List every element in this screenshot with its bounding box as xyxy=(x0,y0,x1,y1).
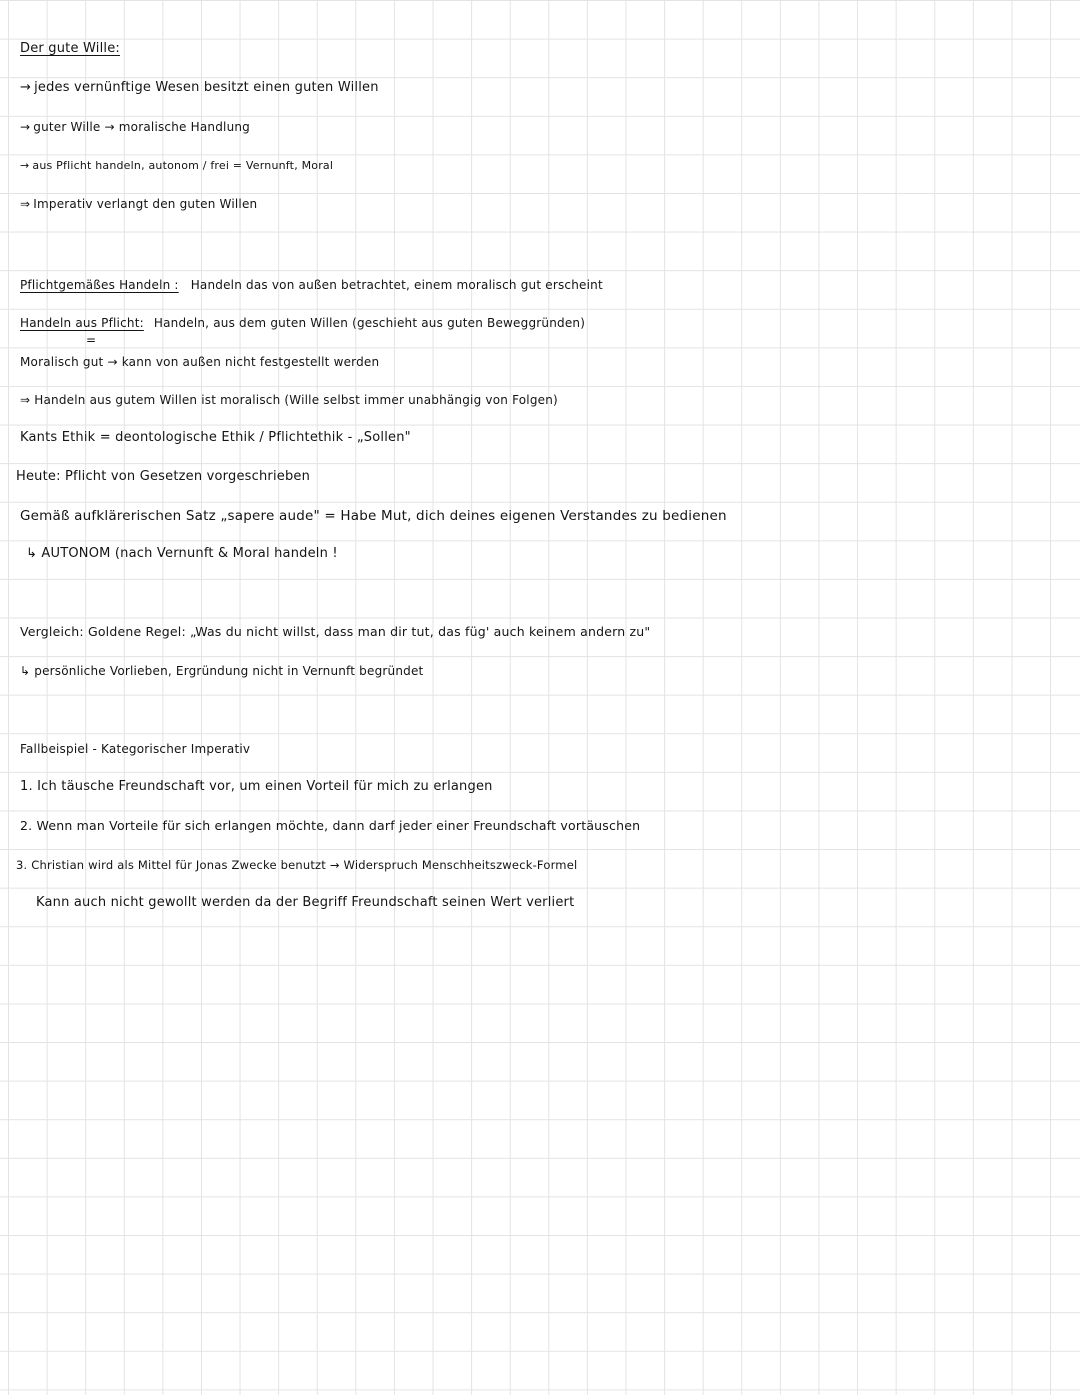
note-line: Kants Ethik = deontologische Ethik / Pflichtethik - „Sollen" xyxy=(20,430,411,445)
note-line: ⇒ Handeln aus gutem Willen ist moralisch (Wille selbst immer unabhängig von Folgen) xyxy=(20,393,558,407)
conclusion-line: Kann auch nicht gewollt werden da der Begriff Freundschaft seinen Wert verliert xyxy=(36,895,575,910)
definition-pflichtgemaess xyxy=(20,276,603,294)
list-item-text: jedes vernünftige Wesen besitzt einen guten Willen xyxy=(34,80,379,95)
comparison-golden-rule: Vergleich: Goldene Regel: „Was du nicht willst, dass man dir tut, das füg' auch keinem andern zu" xyxy=(20,624,651,639)
double-underline-mark: = xyxy=(86,333,97,347)
double-arrow-icon: ⇒ xyxy=(20,197,31,211)
list-item xyxy=(20,195,257,213)
list-item xyxy=(20,79,379,97)
comparison-note: ↳ persönliche Vorlieben, Ergründung nicht in Vernunft begründet xyxy=(20,664,424,678)
arrow-icon: → xyxy=(20,120,31,134)
note-line: Gemäß aufklärerischen Satz „sapere aude" = Habe Mut, dich deines eigenen Verstandes zu bedienen xyxy=(20,508,727,524)
list-item-text: aus Pflicht handeln, autonom / frei = Vernunft, Moral xyxy=(32,159,334,172)
note-line: ↳ AUTONOM (nach Vernunft & Moral handeln ! xyxy=(26,546,338,561)
list-item-text: guter Wille → moralische Handlung xyxy=(33,120,250,134)
section-heading-fallbeispiel: Fallbeispiel - Kategorischer Imperativ xyxy=(20,742,251,756)
list-item: 3. Christian wird als Mittel für Jonas Zwecke benutzt → Widerspruch Menschheitszweck-Formel xyxy=(16,858,578,872)
list-item: 2. Wenn man Vorteile für sich erlangen möchte, dann darf jeder einer Freundschaft vortäuschen xyxy=(20,818,641,833)
term-label: Pflichtgemäßes Handeln : xyxy=(20,278,179,292)
list-item-text: Imperativ verlangt den guten Willen xyxy=(33,197,258,211)
definition-aus-pflicht xyxy=(20,314,585,332)
list-item xyxy=(20,118,250,136)
note-line: Moralisch gut → kann von außen nicht festgestellt werden xyxy=(20,355,380,369)
list-item xyxy=(20,157,333,175)
arrow-icon: → xyxy=(20,159,30,172)
section-heading-guter-wille: Der gute Wille: xyxy=(20,41,120,56)
arrow-icon: → xyxy=(20,80,32,95)
list-item: 1. Ich täusche Freundschaft vor, um einen Vorteil für mich zu erlangen xyxy=(20,779,493,794)
term-label: Handeln aus Pflicht: xyxy=(20,316,144,330)
note-line: Heute: Pflicht von Gesetzen vorgeschrieben xyxy=(16,469,311,484)
term-definition: Handeln, aus dem guten Willen (geschieht aus guten Beweggründen) xyxy=(153,316,586,330)
term-definition: Handeln das von außen betrachtet, einem moralisch gut erscheint xyxy=(190,278,603,292)
